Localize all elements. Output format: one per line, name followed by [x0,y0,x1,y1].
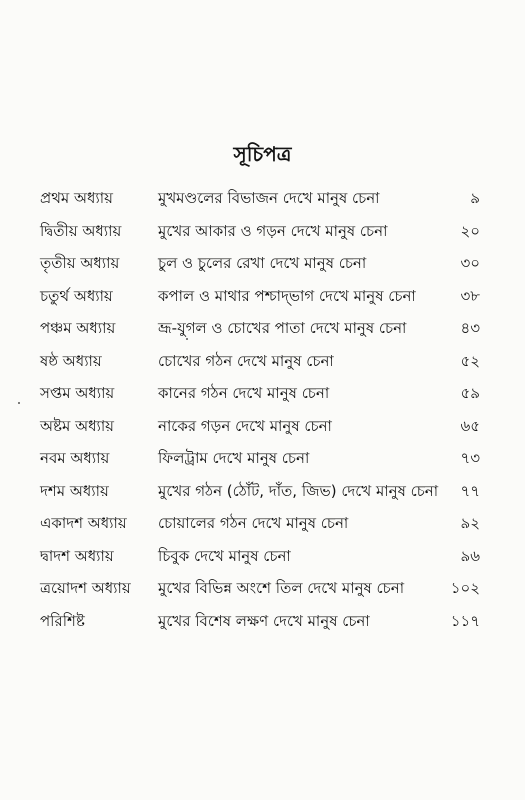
toc-entry [0,249,525,282]
page-number: ১০২ [450,579,480,597]
toc-entry [0,282,525,315]
page-title: সূচিপত্র [233,142,292,166]
chapter-label: প্রথম অধ্যায় [40,189,113,207]
toc-entry [0,412,525,445]
page-number: ৩০ [460,254,480,272]
page-number: ১১৭ [450,611,480,630]
chapter-subject: ভ্রূ-যুগল ও চোখের পাতা দেখে মানুষ চেনা [158,319,407,337]
chapter-label: পঞ্চম অধ্যায় [40,319,116,337]
chapter-subject: চোখের গঠন দেখে মানুষ চেনা [158,351,334,370]
page-number: ৫৯ [460,384,480,402]
chapter-label: চতুর্থ অধ্যায় [40,286,113,305]
chapter-label: দ্বাদশ অধ্যায় [40,546,114,565]
chapter-subject: মুখের গঠন (ঠোঁট, দাঁত, জিভ) দেখে মানুষ চেনা [158,481,439,500]
toc-entry [0,509,525,542]
page-number: ৬৫ [460,416,480,435]
toc-entry [0,542,525,575]
page-number: ৯ [470,189,480,207]
toc-entry [0,184,525,217]
chapter-label: দশম অধ্যায় [40,481,109,500]
page-number: ৭৭ [460,481,480,500]
toc-entry [0,574,525,607]
toc-entry [0,444,525,477]
page-number: ৯২ [460,514,480,532]
chapter-label: সপ্তম অধ্যায় [40,384,115,402]
toc-entry [0,347,525,380]
page-number: ৩৮ [460,286,480,305]
chapter-label: পরিশিষ্ট [40,611,85,630]
chapter-subject: মুখের বিভিন্ন অংশে তিল দেখে মানুষ চেনা [158,579,405,597]
toc-entry [0,607,525,640]
chapter-label: অষ্টম অধ্যায় [40,416,115,435]
chapter-subject: কানের গঠন দেখে মানুষ চেনা [158,384,330,402]
page-number: ২০ [460,221,480,240]
chapter-subject: ফিলট্রাম দেখে মানুষ চেনা [158,449,310,467]
chapter-subject: চোয়ালের গঠন দেখে মানুষ চেনা [158,514,349,532]
print-speck [186,338,188,340]
chapter-label: একাদশ অধ্যায় [40,514,127,532]
chapter-subject: চিবুক দেখে মানুষ চেনা [158,546,291,565]
chapter-label: ত্রয়োদশ অধ্যায় [40,579,131,597]
page-number: ৫২ [460,351,480,370]
chapter-subject: মুখের আকার ও গড়ন দেখে মানুষ চেনা [158,221,388,240]
page-number: ৪৩ [460,319,480,337]
toc-entry [0,314,525,347]
chapter-subject: কপাল ও মাথার পশ্চাদ্‌ভাগ দেখে মানুষ চেনা [158,286,416,305]
chapter-subject: চুল ও চুলের রেখা দেখে মানুষ চেনা [158,254,367,272]
chapter-label: দ্বিতীয় অধ্যায় [40,221,122,240]
contents-list [0,184,525,639]
toc-entry [0,217,525,250]
page-number: ৭৩ [460,449,480,467]
chapter-subject: মুখের বিশেষ লক্ষণ দেখে মানুষ চেনা [158,611,370,630]
toc-entry [0,379,525,412]
chapter-label: ষষ্ঠ অধ্যায় [40,351,102,370]
chapter-subject: নাকের গড়ন দেখে মানুষ চেনা [158,416,332,435]
chapter-subject: মুখমণ্ডলের বিভাজন দেখে মানুষ চেনা [158,189,380,207]
page-number: ৯৬ [460,546,480,565]
print-speck [18,402,20,404]
toc-entry [0,477,525,510]
chapter-label: নবম অধ্যায় [40,449,110,467]
chapter-label: তৃতীয় অধ্যায় [40,254,120,272]
